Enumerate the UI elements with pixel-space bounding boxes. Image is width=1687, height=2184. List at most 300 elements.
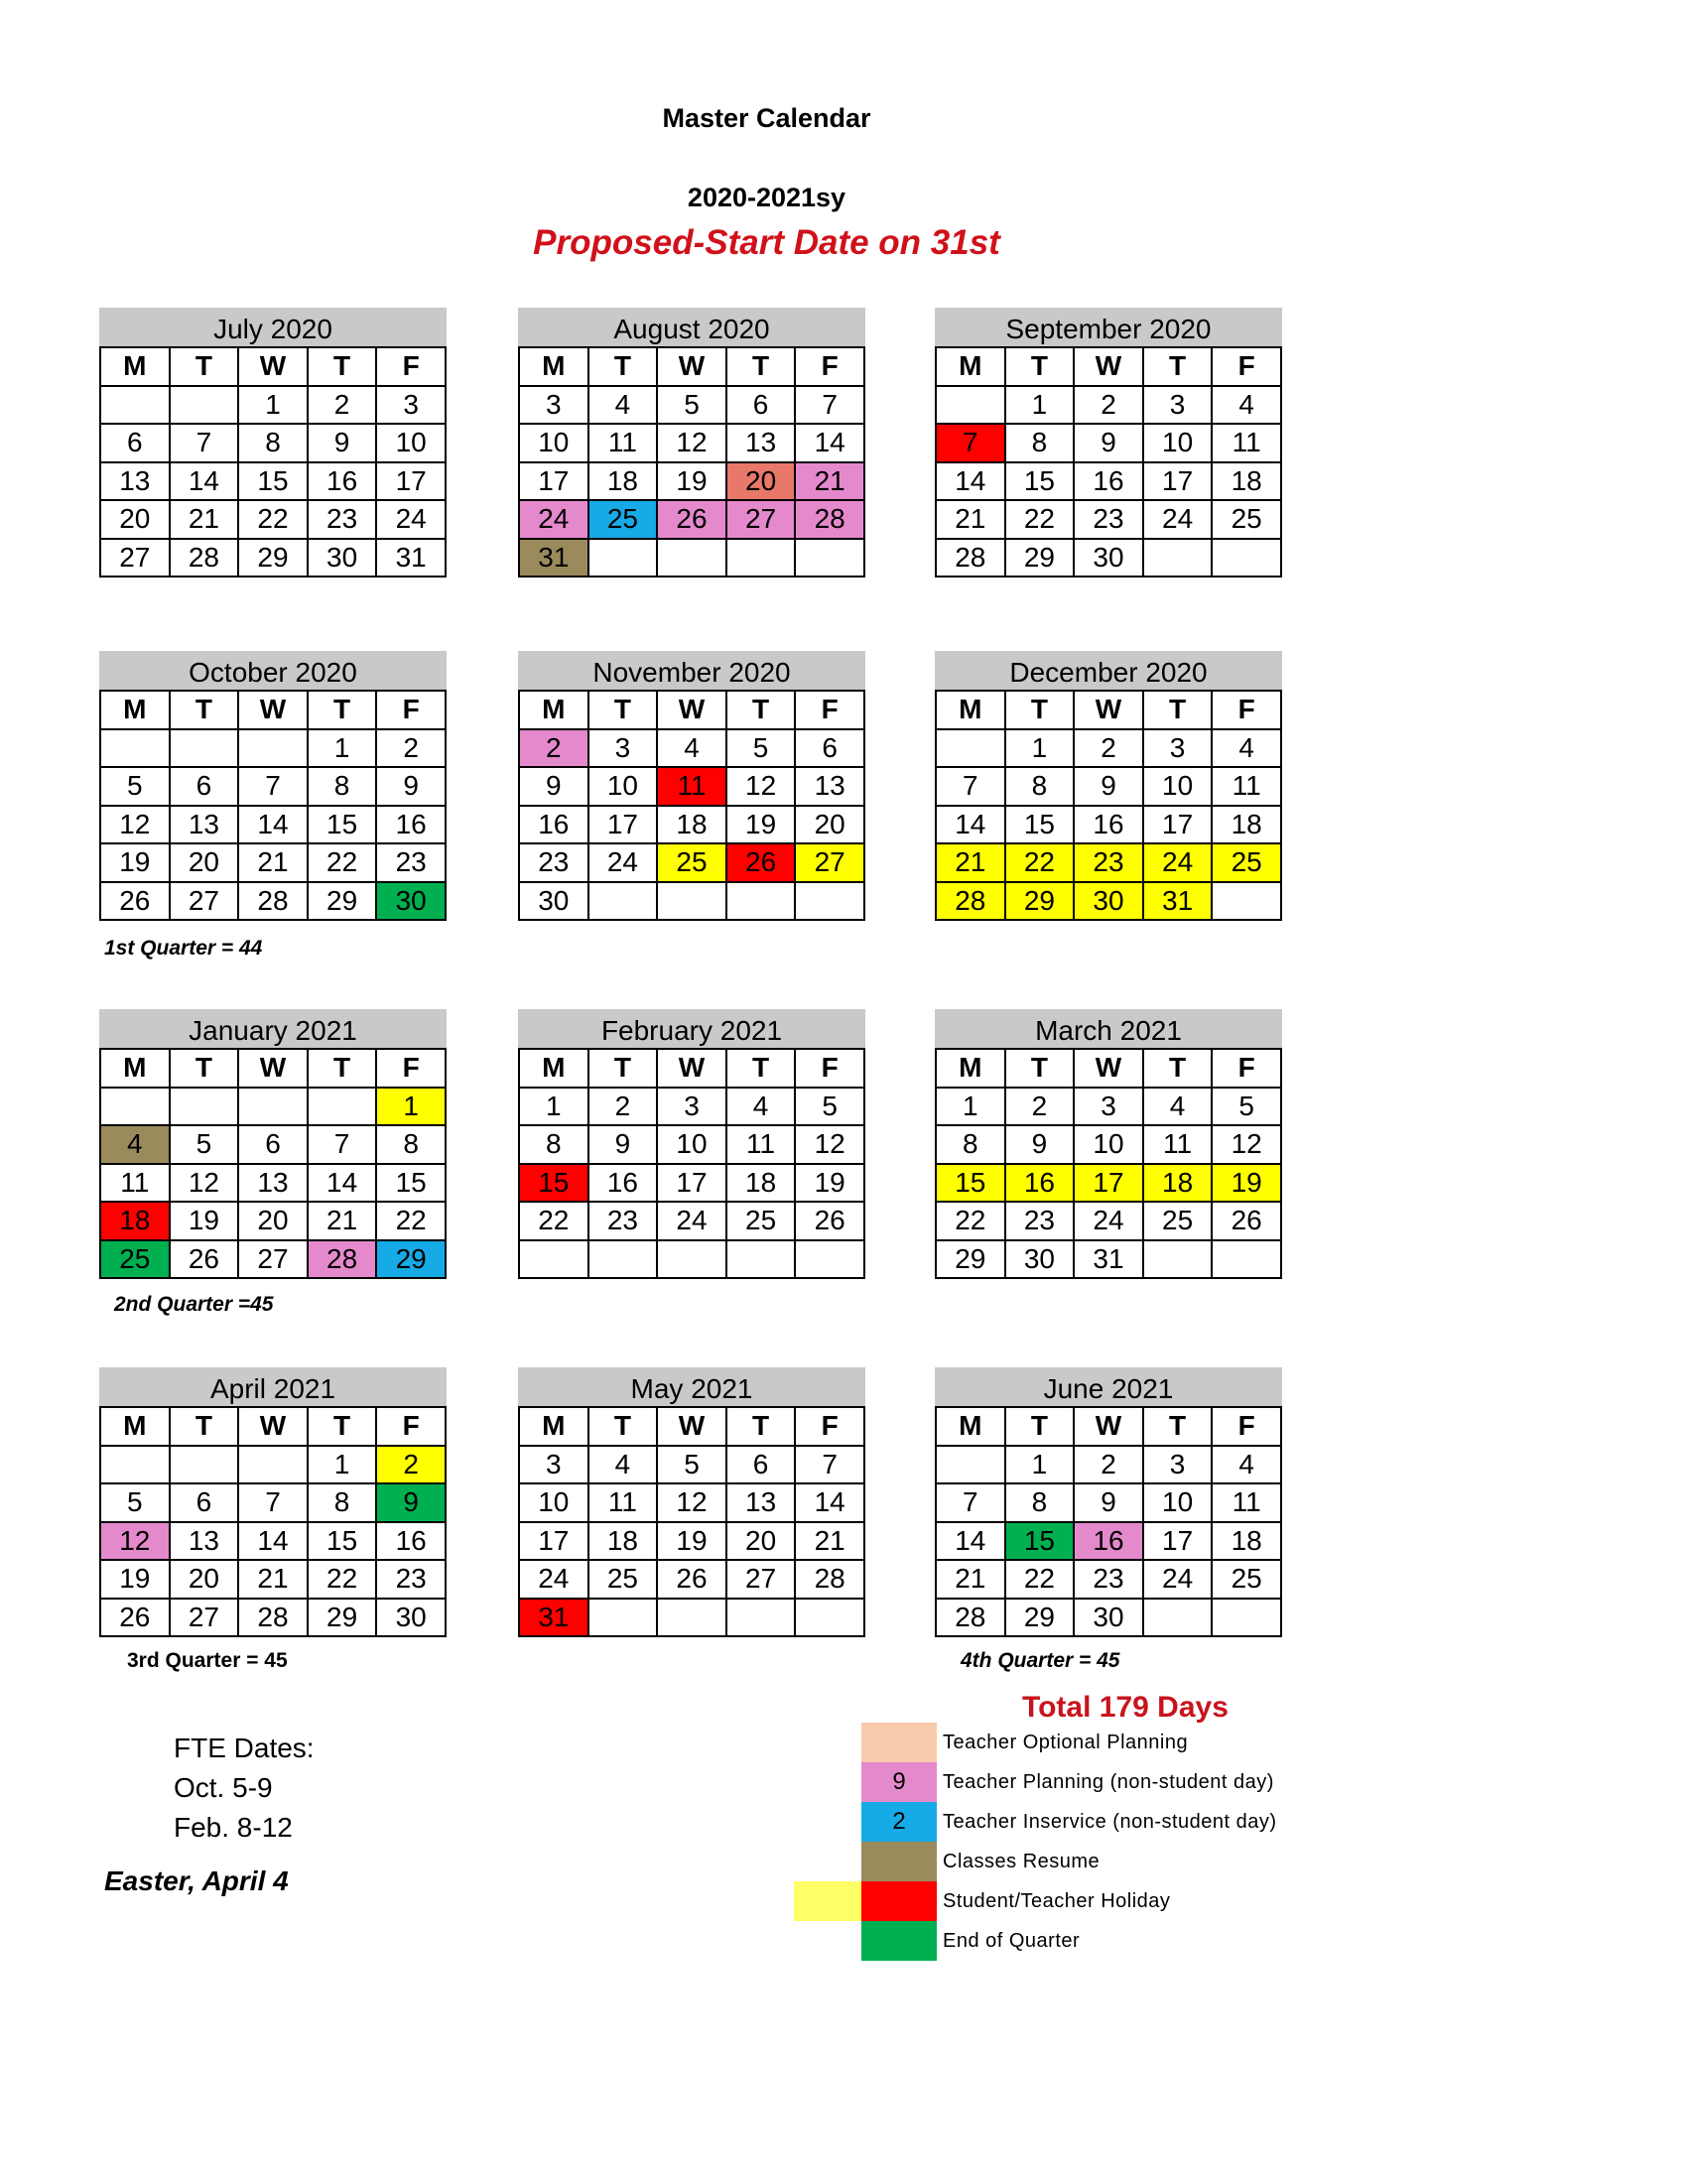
week-row: [936, 1202, 1281, 1240]
day-cell: 27: [170, 1599, 239, 1637]
day-cell: 11: [1212, 1483, 1281, 1522]
legend-swatch: [861, 1723, 937, 1762]
day-cell: 20: [238, 1202, 308, 1240]
day-cell: 1: [1005, 386, 1075, 425]
day-cell: 12: [726, 767, 796, 806]
day-cell: 7: [170, 424, 239, 462]
month-grid: [99, 1406, 447, 1637]
day-cell: 12: [657, 424, 726, 462]
month-calendar: [935, 651, 1282, 921]
legend-swatch: 2: [861, 1802, 937, 1842]
week-row: [100, 1560, 446, 1599]
day-cell: 10: [519, 1483, 588, 1522]
day-cell: 14: [795, 424, 864, 462]
day-cell: 25: [100, 1240, 170, 1279]
day-cell: 3: [1074, 1088, 1143, 1126]
week-row: [100, 1125, 446, 1164]
week-row: [519, 1125, 864, 1164]
day-cell: 13: [726, 424, 796, 462]
month-grid: [518, 1048, 865, 1279]
week-row: [936, 539, 1281, 578]
day-cell: 19: [657, 462, 726, 501]
week-row: [519, 500, 864, 539]
day-cell: 17: [519, 1522, 588, 1561]
day-cell: [936, 729, 1005, 768]
total-days: Total 179 Days: [1022, 1691, 1229, 1724]
day-cell: 18: [588, 462, 658, 501]
month-grid: [518, 346, 865, 578]
day-cell: 10: [1074, 1125, 1143, 1164]
month-name: August 2020: [518, 308, 865, 346]
week-row: [519, 1240, 864, 1279]
day-cell: 5: [1212, 1088, 1281, 1126]
weekday-header: F: [376, 347, 446, 386]
week-row: [519, 1599, 864, 1637]
day-cell: 15: [519, 1164, 588, 1203]
day-cell: 26: [657, 1560, 726, 1599]
day-cell: 18: [1212, 1522, 1281, 1561]
day-cell: 14: [238, 1522, 308, 1561]
month-name: March 2021: [935, 1009, 1282, 1048]
day-cell: 22: [936, 1202, 1005, 1240]
legend-item: [861, 1842, 1338, 1881]
day-cell: 16: [1005, 1164, 1075, 1203]
day-cell: 29: [1005, 539, 1075, 578]
day-cell: [726, 1240, 796, 1279]
day-cell: 4: [1212, 729, 1281, 768]
day-cell: [238, 1446, 308, 1484]
day-cell: 29: [376, 1240, 446, 1279]
weekday-header: F: [376, 1407, 446, 1446]
day-cell: 17: [519, 462, 588, 501]
weekday-header: W: [657, 691, 726, 729]
month-name: September 2020: [935, 308, 1282, 346]
day-cell: 18: [1212, 462, 1281, 501]
day-cell: 10: [519, 424, 588, 462]
weekday-header: T: [726, 1049, 796, 1088]
day-cell: [170, 1088, 239, 1126]
day-cell: [238, 729, 308, 768]
day-cell: [170, 1446, 239, 1484]
day-cell: [936, 1446, 1005, 1484]
day-cell: 4: [1143, 1088, 1213, 1126]
day-cell: 14: [795, 1483, 864, 1522]
day-cell: 9: [308, 424, 377, 462]
day-cell: 10: [1143, 424, 1213, 462]
day-cell: 29: [308, 882, 377, 921]
day-cell: 2: [519, 729, 588, 768]
weekday-header: M: [519, 1407, 588, 1446]
day-cell: 31: [519, 1599, 588, 1637]
day-cell: 2: [1005, 1088, 1075, 1126]
day-cell: 26: [657, 500, 726, 539]
day-cell: [588, 1599, 658, 1637]
day-cell: 5: [726, 729, 796, 768]
day-cell: 22: [376, 1202, 446, 1240]
day-cell: 4: [588, 1446, 658, 1484]
weekday-header: T: [1143, 347, 1213, 386]
day-cell: 30: [1074, 539, 1143, 578]
day-cell: 8: [376, 1125, 446, 1164]
day-cell: 24: [1143, 1560, 1213, 1599]
day-cell: 6: [726, 386, 796, 425]
day-cell: 16: [519, 806, 588, 844]
day-cell: 11: [726, 1125, 796, 1164]
month-name: April 2021: [99, 1367, 447, 1406]
weekday-header: T: [588, 1049, 658, 1088]
day-cell: 8: [1005, 1483, 1075, 1522]
day-cell: 25: [1143, 1202, 1213, 1240]
day-cell: 21: [238, 843, 308, 882]
month-grid: [935, 1406, 1282, 1637]
week-row: [519, 1522, 864, 1561]
week-row: [100, 1446, 446, 1484]
week-row: [519, 1560, 864, 1599]
day-cell: 23: [376, 843, 446, 882]
day-cell: 1: [238, 386, 308, 425]
day-cell: 15: [238, 462, 308, 501]
week-row: [100, 1522, 446, 1561]
day-cell: 7: [936, 767, 1005, 806]
weekday-header: F: [795, 347, 864, 386]
week-row: [100, 767, 446, 806]
day-cell: 7: [238, 1483, 308, 1522]
weekday-header: F: [376, 1049, 446, 1088]
day-cell: [238, 1088, 308, 1126]
week-row: [519, 882, 864, 921]
day-cell: 24: [1143, 843, 1213, 882]
day-cell: 3: [519, 1446, 588, 1484]
day-cell: 24: [657, 1202, 726, 1240]
day-cell: 20: [726, 1522, 796, 1561]
day-cell: 29: [308, 1599, 377, 1637]
quarter-2-note: 2nd Quarter =45: [114, 1293, 274, 1316]
week-row: [519, 386, 864, 425]
day-cell: 7: [936, 424, 1005, 462]
weekday-header: T: [588, 347, 658, 386]
week-row: [100, 806, 446, 844]
day-cell: 29: [1005, 1599, 1075, 1637]
weekday-header: W: [657, 1049, 726, 1088]
week-row: [100, 1202, 446, 1240]
day-cell: 7: [238, 767, 308, 806]
day-cell: 12: [100, 1522, 170, 1561]
day-cell: 8: [238, 424, 308, 462]
day-cell: [936, 386, 1005, 425]
day-cell: 31: [1074, 1240, 1143, 1279]
day-cell: 4: [657, 729, 726, 768]
day-cell: 24: [588, 843, 658, 882]
weekday-header: W: [657, 347, 726, 386]
week-row: [100, 500, 446, 539]
day-cell: 17: [1074, 1164, 1143, 1203]
day-cell: 28: [936, 882, 1005, 921]
day-cell: 19: [1212, 1164, 1281, 1203]
month-name: October 2020: [99, 651, 447, 690]
weekday-header: W: [238, 1049, 308, 1088]
day-cell: 22: [308, 843, 377, 882]
day-cell: 18: [1143, 1164, 1213, 1203]
month-calendar: [99, 1009, 447, 1279]
day-cell: 16: [308, 462, 377, 501]
legend-swatch: [861, 1921, 937, 1961]
week-row: [100, 1483, 446, 1522]
month-name: November 2020: [518, 651, 865, 690]
day-cell: 19: [657, 1522, 726, 1561]
day-cell: 2: [376, 1446, 446, 1484]
day-cell: 2: [1074, 386, 1143, 425]
day-cell: 20: [100, 500, 170, 539]
day-cell: 15: [308, 806, 377, 844]
day-cell: 28: [170, 539, 239, 578]
day-cell: 27: [795, 843, 864, 882]
day-cell: 3: [588, 729, 658, 768]
day-cell: 21: [936, 500, 1005, 539]
day-cell: 26: [100, 1599, 170, 1637]
month-calendar: [935, 1009, 1282, 1279]
week-row: [519, 843, 864, 882]
month-grid: [935, 346, 1282, 578]
easter-note: Easter, April 4: [104, 1865, 289, 1896]
day-cell: 9: [376, 1483, 446, 1522]
week-row: [936, 1240, 1281, 1279]
weekday-header: M: [936, 1049, 1005, 1088]
day-cell: [100, 729, 170, 768]
week-row: [519, 1483, 864, 1522]
day-cell: 17: [376, 462, 446, 501]
day-cell: [170, 729, 239, 768]
day-cell: [1212, 882, 1281, 921]
day-cell: 27: [726, 1560, 796, 1599]
day-cell: [308, 1088, 377, 1126]
week-row: [519, 1088, 864, 1126]
week-row: [100, 1088, 446, 1126]
day-cell: 22: [519, 1202, 588, 1240]
day-cell: 5: [657, 386, 726, 425]
day-cell: 14: [308, 1164, 377, 1203]
week-row: [519, 1446, 864, 1484]
week-row: [100, 843, 446, 882]
month-grid: [935, 690, 1282, 921]
day-cell: 28: [795, 500, 864, 539]
day-cell: 1: [936, 1088, 1005, 1126]
weekday-header: T: [1143, 1049, 1213, 1088]
day-cell: 16: [588, 1164, 658, 1203]
day-cell: 22: [1005, 1560, 1075, 1599]
weekday-header: T: [170, 347, 239, 386]
day-cell: 17: [1143, 806, 1213, 844]
day-cell: 25: [1212, 500, 1281, 539]
legend-label: Teacher Planning (non-student day): [943, 1771, 1274, 1793]
day-cell: 30: [376, 1599, 446, 1637]
weekday-header: F: [1212, 347, 1281, 386]
day-cell: [795, 1599, 864, 1637]
day-cell: 17: [657, 1164, 726, 1203]
day-cell: 10: [1143, 1483, 1213, 1522]
month-name: June 2021: [935, 1367, 1282, 1406]
day-cell: [100, 1088, 170, 1126]
day-cell: 30: [519, 882, 588, 921]
day-cell: 25: [657, 843, 726, 882]
day-cell: 9: [376, 767, 446, 806]
day-cell: 26: [726, 843, 796, 882]
day-cell: 23: [1074, 1560, 1143, 1599]
day-cell: [657, 539, 726, 578]
weekday-header: W: [238, 347, 308, 386]
week-row: [936, 806, 1281, 844]
day-cell: 27: [726, 500, 796, 539]
week-row: [519, 539, 864, 578]
day-cell: 15: [308, 1522, 377, 1561]
week-row: [100, 386, 446, 425]
day-cell: 21: [795, 462, 864, 501]
week-row: [519, 767, 864, 806]
week-row: [936, 1088, 1281, 1126]
day-cell: 4: [100, 1125, 170, 1164]
day-cell: 30: [1005, 1240, 1075, 1279]
day-cell: [170, 386, 239, 425]
weekday-header: M: [519, 347, 588, 386]
day-cell: 3: [657, 1088, 726, 1126]
day-cell: 3: [1143, 386, 1213, 425]
weekday-header: F: [795, 691, 864, 729]
day-cell: 13: [170, 1522, 239, 1561]
week-row: [936, 1446, 1281, 1484]
day-cell: 29: [936, 1240, 1005, 1279]
day-cell: 5: [657, 1446, 726, 1484]
day-cell: 19: [100, 843, 170, 882]
legend-label: Teacher Inservice (non-student day): [943, 1811, 1277, 1833]
day-cell: 26: [100, 882, 170, 921]
day-cell: 10: [376, 424, 446, 462]
quarter-3-note: 3rd Quarter = 45: [127, 1649, 288, 1672]
day-cell: 19: [726, 806, 796, 844]
day-cell: 11: [1212, 424, 1281, 462]
month-calendar: [518, 1367, 865, 1637]
day-cell: [100, 386, 170, 425]
fte-dates: [174, 1729, 315, 1848]
week-row: [936, 386, 1281, 425]
day-cell: [726, 1599, 796, 1637]
week-row: [936, 424, 1281, 462]
week-row: [100, 729, 446, 768]
day-cell: 19: [100, 1560, 170, 1599]
day-cell: 12: [657, 1483, 726, 1522]
day-cell: 14: [238, 806, 308, 844]
day-cell: 26: [795, 1202, 864, 1240]
weekday-header: W: [657, 1407, 726, 1446]
day-cell: 2: [308, 386, 377, 425]
day-cell: 6: [726, 1446, 796, 1484]
day-cell: 13: [795, 767, 864, 806]
day-cell: 1: [308, 729, 377, 768]
month-name: January 2021: [99, 1009, 447, 1048]
day-cell: 17: [1143, 1522, 1213, 1561]
day-cell: 2: [1074, 1446, 1143, 1484]
day-cell: 30: [1074, 882, 1143, 921]
week-row: [936, 1599, 1281, 1637]
day-cell: 17: [588, 806, 658, 844]
day-cell: 12: [1212, 1125, 1281, 1164]
proposed-start-note: Proposed-Start Date on 31st: [533, 223, 1000, 262]
week-row: [100, 424, 446, 462]
day-cell: 3: [1143, 1446, 1213, 1484]
weekday-header: W: [1074, 347, 1143, 386]
day-cell: 4: [726, 1088, 796, 1126]
month-grid: [99, 690, 447, 921]
quarter-1-note: 1st Quarter = 44: [104, 937, 263, 960]
day-cell: 13: [238, 1164, 308, 1203]
week-row: [936, 1164, 1281, 1203]
day-cell: 28: [936, 1599, 1005, 1637]
weekday-header: T: [1005, 1049, 1075, 1088]
weekday-header: M: [519, 691, 588, 729]
weekday-header: T: [170, 1407, 239, 1446]
week-row: [936, 1483, 1281, 1522]
day-cell: 17: [1143, 462, 1213, 501]
day-cell: 11: [657, 767, 726, 806]
day-cell: 8: [936, 1125, 1005, 1164]
weekday-header: W: [1074, 691, 1143, 729]
day-cell: 23: [1005, 1202, 1075, 1240]
day-cell: 12: [100, 806, 170, 844]
day-cell: 1: [376, 1088, 446, 1126]
weekday-header: T: [308, 347, 377, 386]
month-calendar: [99, 1367, 447, 1637]
day-cell: 21: [308, 1202, 377, 1240]
day-cell: 6: [170, 767, 239, 806]
weekday-header: F: [376, 691, 446, 729]
day-cell: 6: [238, 1125, 308, 1164]
day-cell: 25: [588, 500, 658, 539]
day-cell: 25: [726, 1202, 796, 1240]
weekday-header: T: [726, 691, 796, 729]
day-cell: 1: [519, 1088, 588, 1126]
week-row: [519, 729, 864, 768]
week-row: [100, 539, 446, 578]
weekday-header: W: [1074, 1049, 1143, 1088]
week-row: [100, 1599, 446, 1637]
day-cell: 5: [795, 1088, 864, 1126]
day-cell: 15: [1005, 1522, 1075, 1561]
day-cell: 16: [1074, 462, 1143, 501]
legend-label: Teacher Optional Planning: [943, 1732, 1189, 1753]
day-cell: 19: [170, 1202, 239, 1240]
weekday-header: T: [1143, 691, 1213, 729]
weekday-header: T: [1005, 1407, 1075, 1446]
day-cell: 1: [1005, 729, 1075, 768]
day-cell: 10: [588, 767, 658, 806]
day-cell: 16: [1074, 806, 1143, 844]
day-cell: [1143, 1599, 1213, 1637]
day-cell: 7: [308, 1125, 377, 1164]
week-row: [519, 424, 864, 462]
page-title: Master Calendar: [662, 103, 871, 133]
day-cell: 4: [588, 386, 658, 425]
day-cell: [1212, 1599, 1281, 1637]
day-cell: 28: [936, 539, 1005, 578]
day-cell: 29: [1005, 882, 1075, 921]
day-cell: 2: [376, 729, 446, 768]
day-cell: 22: [238, 500, 308, 539]
day-cell: 20: [726, 462, 796, 501]
day-cell: 6: [795, 729, 864, 768]
day-cell: 27: [100, 539, 170, 578]
school-year: 2020-2021sy: [687, 183, 846, 212]
week-row: [100, 1240, 446, 1279]
day-cell: 18: [1212, 806, 1281, 844]
week-row: [936, 462, 1281, 501]
